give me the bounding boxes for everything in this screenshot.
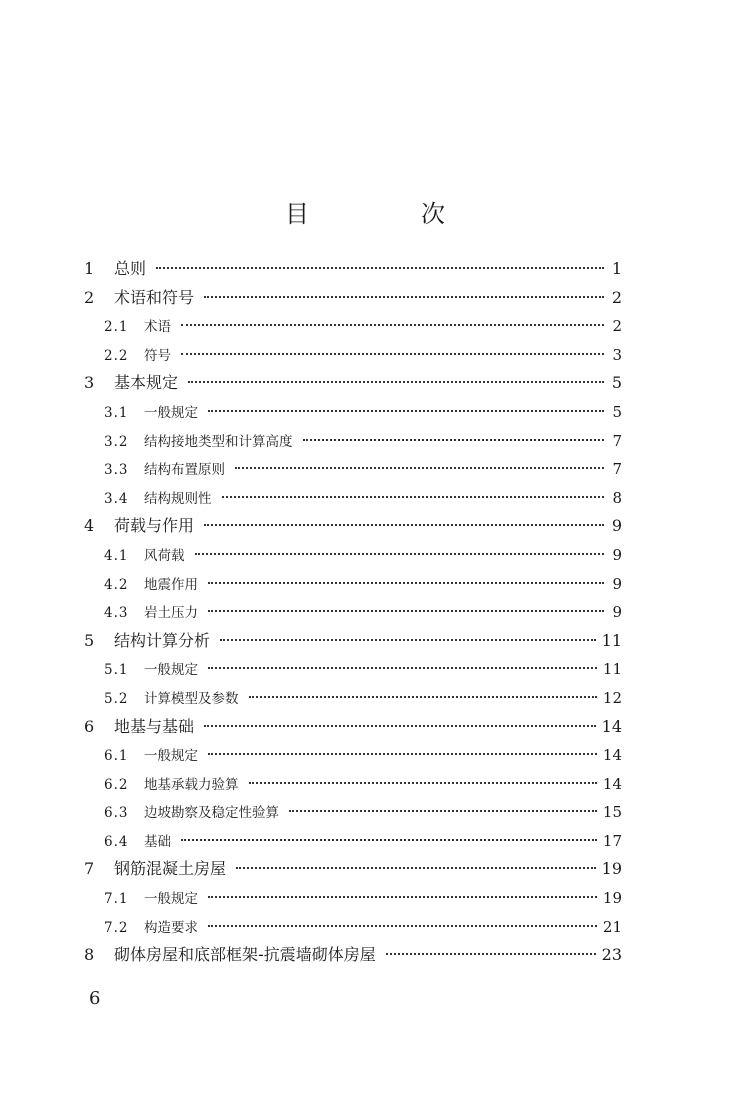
toc-entry-page: 21 <box>602 917 622 936</box>
toc-chapter-entry[interactable] <box>84 255 622 284</box>
toc-entry-title: 一般规定 <box>144 662 198 679</box>
toc-entry-number: 3.2 <box>104 433 129 450</box>
toc-entry-title: 钢筋混凝土房屋 <box>114 859 227 879</box>
toc-entry-title: 砌体房屋和底部框架-抗震墙砌体房屋 <box>114 945 376 965</box>
toc-entry-page: 19 <box>602 889 622 908</box>
dot-leader <box>208 753 597 755</box>
toc-entry-number: 2.2 <box>104 347 129 364</box>
dot-leader <box>222 496 605 498</box>
toc-entry-number: 6 <box>84 716 95 736</box>
toc-entry-title: 术语和符号 <box>114 287 195 307</box>
dot-leader <box>208 582 604 584</box>
dot-leader <box>208 925 597 927</box>
dot-leader <box>249 782 597 784</box>
toc-entry-number: 3.1 <box>104 404 129 421</box>
dot-leader <box>156 267 604 269</box>
toc-entry-number: 2.1 <box>104 319 129 336</box>
toc-section-entry[interactable] <box>84 827 622 856</box>
toc-entry-page: 1 <box>611 259 622 278</box>
toc-entry-title: 基础 <box>144 833 171 850</box>
toc-entry-title: 基本规定 <box>114 373 179 393</box>
toc-section-entry[interactable] <box>84 598 622 627</box>
toc-entry-title: 荷载与作用 <box>114 516 195 536</box>
toc-section-entry[interactable] <box>84 570 622 599</box>
toc-entry-page: 9 <box>612 574 622 593</box>
toc-entry-page: 7 <box>612 431 622 450</box>
toc-section-entry[interactable] <box>84 312 622 341</box>
toc-entry-title: 结构布置原则 <box>144 462 225 479</box>
toc-entry-number: 6.2 <box>104 776 129 793</box>
toc-entry-page: 14 <box>602 746 622 765</box>
toc-entry-number: 1 <box>84 259 95 278</box>
dot-leader <box>195 553 605 555</box>
toc-entry-title: 结构规则性 <box>144 490 212 507</box>
toc-section-entry[interactable] <box>84 398 622 427</box>
toc-entry-number: 7 <box>84 859 95 879</box>
dot-leader <box>208 667 597 669</box>
dot-leader <box>208 410 604 412</box>
toc-chapter-entry[interactable] <box>84 284 622 313</box>
toc-entry-title: 地震作用 <box>144 576 198 593</box>
toc-chapter-entry[interactable] <box>84 369 622 398</box>
toc-section-entry[interactable] <box>84 541 622 570</box>
toc-chapter-entry[interactable] <box>84 627 622 656</box>
toc-chapter-entry[interactable] <box>84 941 622 970</box>
toc-entry-title: 地基与基础 <box>114 716 195 736</box>
toc-entry-title: 符号 <box>144 347 171 364</box>
toc-section-entry[interactable] <box>84 484 622 513</box>
dot-leader <box>303 439 605 441</box>
toc-entry-number: 4.1 <box>104 547 129 564</box>
toc-entry-number: 3.3 <box>104 462 129 479</box>
toc-entry-page: 3 <box>612 345 622 364</box>
toc-section-entry[interactable] <box>84 455 622 484</box>
table-of-contents <box>84 255 622 970</box>
toc-entry-page: 5 <box>612 402 622 421</box>
dot-leader <box>235 467 604 469</box>
toc-section-entry[interactable] <box>84 798 622 827</box>
toc-entry-title: 风荷载 <box>144 547 185 564</box>
toc-chapter-entry[interactable] <box>84 713 622 742</box>
dot-leader <box>208 896 597 898</box>
toc-entry-title: 边坡勘察及稳定性验算 <box>144 805 279 822</box>
page-title: 目 次 <box>285 200 489 229</box>
toc-chapter-entry[interactable] <box>84 512 622 541</box>
toc-entry-number: 2 <box>84 287 95 307</box>
dot-leader <box>208 610 604 612</box>
dot-leader <box>249 696 597 698</box>
toc-entry-number: 8 <box>84 945 95 965</box>
toc-chapter-entry[interactable] <box>84 855 622 884</box>
dot-leader <box>188 381 604 383</box>
toc-entry-title: 术语 <box>144 319 171 336</box>
dot-leader <box>204 296 604 298</box>
toc-entry-number: 6.1 <box>104 748 129 765</box>
dot-leader <box>289 810 597 812</box>
toc-section-entry[interactable] <box>84 913 622 942</box>
dot-leader <box>181 324 604 326</box>
toc-entry-page: 15 <box>602 803 622 822</box>
toc-entry-number: 3.4 <box>104 490 129 507</box>
toc-entry-page: 9 <box>611 516 622 536</box>
toc-section-entry[interactable] <box>84 427 622 456</box>
toc-entry-page: 8 <box>612 488 622 507</box>
toc-section-entry[interactable] <box>84 741 622 770</box>
toc-entry-number: 4.3 <box>104 605 129 622</box>
toc-entry-number: 4.2 <box>104 576 129 593</box>
toc-entry-title: 一般规定 <box>144 404 198 421</box>
toc-entry-number: 5.2 <box>104 690 129 707</box>
toc-entry-page: 7 <box>612 460 622 479</box>
toc-entry-title: 总则 <box>114 259 147 278</box>
page-number: 6 <box>89 988 101 1009</box>
toc-entry-title: 结构接地类型和计算高度 <box>144 433 293 450</box>
toc-entry-number: 4 <box>84 516 95 536</box>
toc-section-entry[interactable] <box>84 684 622 713</box>
toc-entry-title: 岩土压力 <box>144 605 198 622</box>
toc-entry-number: 3 <box>84 373 95 393</box>
toc-entry-page: 9 <box>612 603 622 622</box>
toc-entry-number: 6.4 <box>104 833 129 850</box>
toc-entry-number: 5 <box>84 630 95 650</box>
toc-entry-title: 一般规定 <box>144 748 198 765</box>
toc-entry-number: 6.3 <box>104 805 129 822</box>
dot-leader <box>220 639 596 641</box>
dot-leader <box>386 953 596 955</box>
toc-section-entry[interactable] <box>84 655 622 684</box>
toc-entry-number: 5.1 <box>104 662 129 679</box>
toc-entry-title: 计算模型及参数 <box>144 690 239 707</box>
toc-entry-page: 19 <box>601 859 622 879</box>
toc-entry-page: 11 <box>601 630 622 650</box>
toc-entry-number: 7.2 <box>104 919 129 936</box>
toc-entry-page: 12 <box>602 688 622 707</box>
toc-entry-title: 一般规定 <box>144 891 198 908</box>
toc-entry-page: 2 <box>612 317 622 336</box>
dot-leader <box>204 524 604 526</box>
toc-section-entry[interactable] <box>84 341 622 370</box>
toc-entry-page: 5 <box>611 373 622 393</box>
dot-leader <box>236 867 596 869</box>
toc-entry-page: 2 <box>611 287 622 307</box>
dot-leader <box>181 839 597 841</box>
toc-entry-title: 构造要求 <box>144 919 198 936</box>
dot-leader <box>181 353 604 355</box>
toc-entry-page: 17 <box>602 831 622 850</box>
toc-section-entry[interactable] <box>84 770 622 799</box>
toc-entry-page: 23 <box>601 945 622 965</box>
toc-entry-page: 14 <box>602 774 622 793</box>
toc-entry-title: 地基承载力验算 <box>144 776 239 793</box>
toc-section-entry[interactable] <box>84 884 622 913</box>
toc-entry-title: 结构计算分析 <box>114 630 211 650</box>
toc-entry-page: 14 <box>601 716 622 736</box>
toc-entry-number: 7.1 <box>104 891 129 908</box>
toc-entry-page: 9 <box>612 545 622 564</box>
toc-entry-page: 11 <box>602 660 622 679</box>
dot-leader <box>204 725 596 727</box>
